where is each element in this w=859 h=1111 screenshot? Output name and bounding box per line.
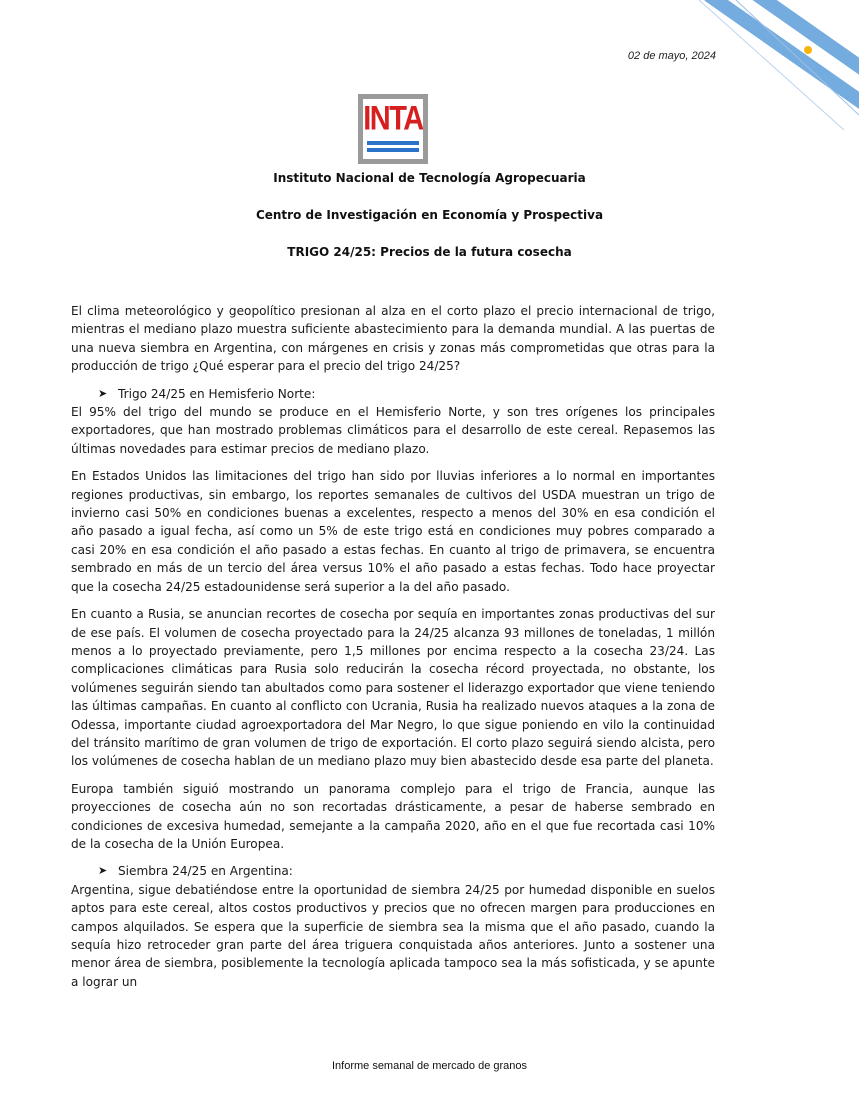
inta-logo-text: INTA (363, 99, 423, 138)
sun-icon (804, 46, 812, 54)
argentina-flag-icon (659, 0, 859, 140)
section-heading: Siembra 24/25 en Argentina: (118, 864, 293, 879)
paragraph: Europa también siguió mostrando un panorama complejo para el trigo de Francia, aunque las proyecciones de cosecha aún no son recortadas drásticamente, a pesar de haberse sembrado en condiciones de excesiva humedad, semejante a la campaña 2020, año en el que fue recortada casi 10% de la cosecha de la Unión Europea. (71, 781, 715, 851)
paragraph: En cuanto a Rusia, se anuncian recortes de cosecha por sequía en importantes zonas productivas del sur de ese país. El volumen de cosecha proyectado para la 24/25 alcanza 93 millones de toneladas, 1 millón menos a lo proyectado previamente, pero 1,5 millones por encima respecto a la cosecha 23/24. Las complicaciones climáticas para Rusia solo reducirán la cosecha récord proyectada, no obstante, los volúmenes seguirán siendo tan abultados como para sostener el liderazgo exportador que viene teniendo las últimas campañas. En cuanto al conflicto con Ucrania, Rusia ha realizado nuevos ataques a la zona de Odessa, importante ciudad agroexportadora del Mar Negro, lo que sigue poniendo en vilo la continuidad del tránsito marítimo de gran volumen de trigo de exportación. El corto plazo seguirá siendo alcista, pero los volúmenes de cosecha hablan de un mediano plazo muy bien abastecido desde esa parte del planeta. (71, 607, 715, 769)
document-body (71, 302, 715, 1000)
arrowhead-icon: ➤ (98, 386, 108, 400)
logo-stripe (367, 141, 419, 145)
document-title: TRIGO 24/25: Precios de la futura cosecha (287, 245, 572, 259)
logo-stripe (367, 148, 419, 152)
paragraph: Argentina, sigue debatiéndose entre la oportunidad de siembra 24/25 por humedad disponible en suelos aptos para este cereal, altos costos productivos y precios que no ofrecen margen para producciones en campos alquilados. Se espera que la superficie de siembra sea la misma que el año pasado, cuando la sequía hizo retroceder gran parte del área triguera conquistada años anteriores. Junto a sostener una menor área de siembra, posiblemente la tecnología aplicada tampoco sea la más sofisticada, y se apunte a lograr un (71, 882, 715, 989)
section-heading: Trigo 24/25 en Hemisferio Norte: (118, 386, 316, 401)
institution-name: Instituto Nacional de Tecnología Agropecuaria (273, 171, 586, 185)
center-name: Centro de Investigación en Economía y Prospectiva (255, 208, 604, 222)
arrowhead-icon: ➤ (98, 864, 108, 878)
paragraph: El 95% del trigo del mundo se produce en el Hemisferio Norte, y son tres orígenes los principales exportadores, que han mostrado problemas climáticos para el desarrollo de este cereal. Repasemos las últimas novedades para estimar precios de mediano plazo. (71, 405, 715, 456)
paragraph: En Estados Unidos las limitaciones del trigo han sido por lluvias inferiores a lo normal en importantes regiones productivas, sin embargo, los reportes semanales de cultivos del USDA muestran un trigo de invierno casi 50% en condiciones buenas a excelentes, respecto a menos del 30% en esa condición el año pasado a igual fecha, así como un 5% de este trigo está en condiciones muy pobres comparado a casi 20% en esa condición el año pasado a estas fechas. En cuanto al trigo de primavera, se encuentra sembrado en más de un tercio del área versus 10% el año pasado a estas fechas. Todo hace proyectar que la cosecha 24/25 estadounidense será superior a la del año pasado. (71, 469, 715, 594)
flag-ribbon (659, 0, 859, 140)
report-date: 02 de mayo, 2024 (627, 50, 716, 62)
page-footer: Informe semanal de mercado de granos (331, 1060, 528, 1072)
section-bullet-argentina (71, 862, 715, 880)
intro-paragraph: El clima meteorológico y geopolítico presionan al alza en el corto plazo el precio internacional de trigo, mientras el mediano plazo muestra suficiente abastecimiento para la demanda mundial. A las puertas de una nueva siembra en Argentina, con márgenes en crisis y zonas más comprometidas que otras para la producción de trigo ¿Qué esperar para el precio del trigo 24/25? (71, 304, 715, 374)
inta-logo (358, 94, 428, 164)
section-bullet-north (71, 385, 715, 403)
